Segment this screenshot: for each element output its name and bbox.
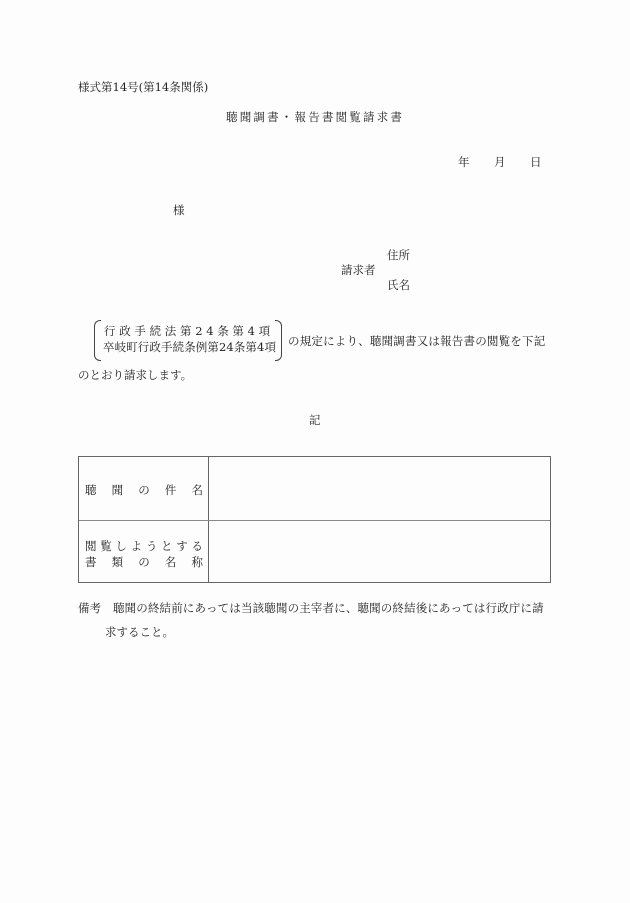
label-char: 名 (191, 483, 203, 497)
legal-basis-option-ordinance: 卒岐町行政手続条例第24条第4項 (103, 340, 277, 354)
body-text-line2: のとおり請求します。 (78, 368, 193, 382)
document-title: 聴聞調書・報告書閲覧請求書 (226, 110, 405, 124)
label-char: す (176, 539, 188, 553)
label-char: 類 (111, 555, 124, 569)
document-name-field[interactable] (209, 521, 550, 583)
date-month-label: 月 (494, 155, 506, 169)
ki-heading: 記 (309, 413, 321, 427)
right-bracket-icon (275, 320, 282, 361)
recipient-suffix: 様 (173, 203, 185, 217)
label-char: 称 (191, 555, 203, 569)
label-char: 名 (164, 555, 177, 569)
legal-basis-bracket (94, 320, 282, 361)
label-cell (79, 521, 209, 583)
remarks-line1: 備考 聴聞の終結前にあっては当該聴聞の主宰者に、聴聞の終結後にあっては行政庁に請 (78, 601, 544, 615)
hearing-subject-field[interactable] (209, 457, 550, 520)
label-cell (79, 457, 209, 520)
date-year-label: 年 (458, 155, 470, 169)
request-table (78, 456, 551, 583)
label-char: る (191, 539, 203, 553)
label-char: よ (130, 539, 143, 553)
form-number: 様式第14号(第14条関係) (78, 80, 209, 94)
label-char: う (145, 539, 158, 553)
left-bracket-icon (94, 320, 101, 361)
label-char: 件 (164, 483, 177, 497)
label-char: の (138, 483, 150, 497)
label-char: の (138, 555, 150, 569)
table-row-hearing-subject (79, 457, 550, 521)
label-char: と (161, 539, 173, 553)
label-char: 聞 (111, 483, 124, 497)
remarks-line2: 求すること。 (105, 625, 174, 639)
requester-label: 請求者 (341, 263, 376, 277)
label-char: し (115, 539, 127, 553)
legal-basis-option-law: 行政手続法第24条第4項 (104, 324, 274, 338)
name-label: 氏名 (387, 278, 410, 292)
label-char: 書 (85, 555, 97, 569)
address-label: 住所 (387, 248, 410, 262)
table-row-document-name (79, 521, 550, 583)
label-char: 閲 (85, 539, 97, 553)
label-char: 覧 (100, 539, 112, 553)
body-text-line1: の規定により、聴聞調書又は報告書の閲覧を下記 (288, 334, 546, 348)
label-char: 聴 (85, 483, 97, 497)
date-day-label: 日 (530, 155, 542, 169)
